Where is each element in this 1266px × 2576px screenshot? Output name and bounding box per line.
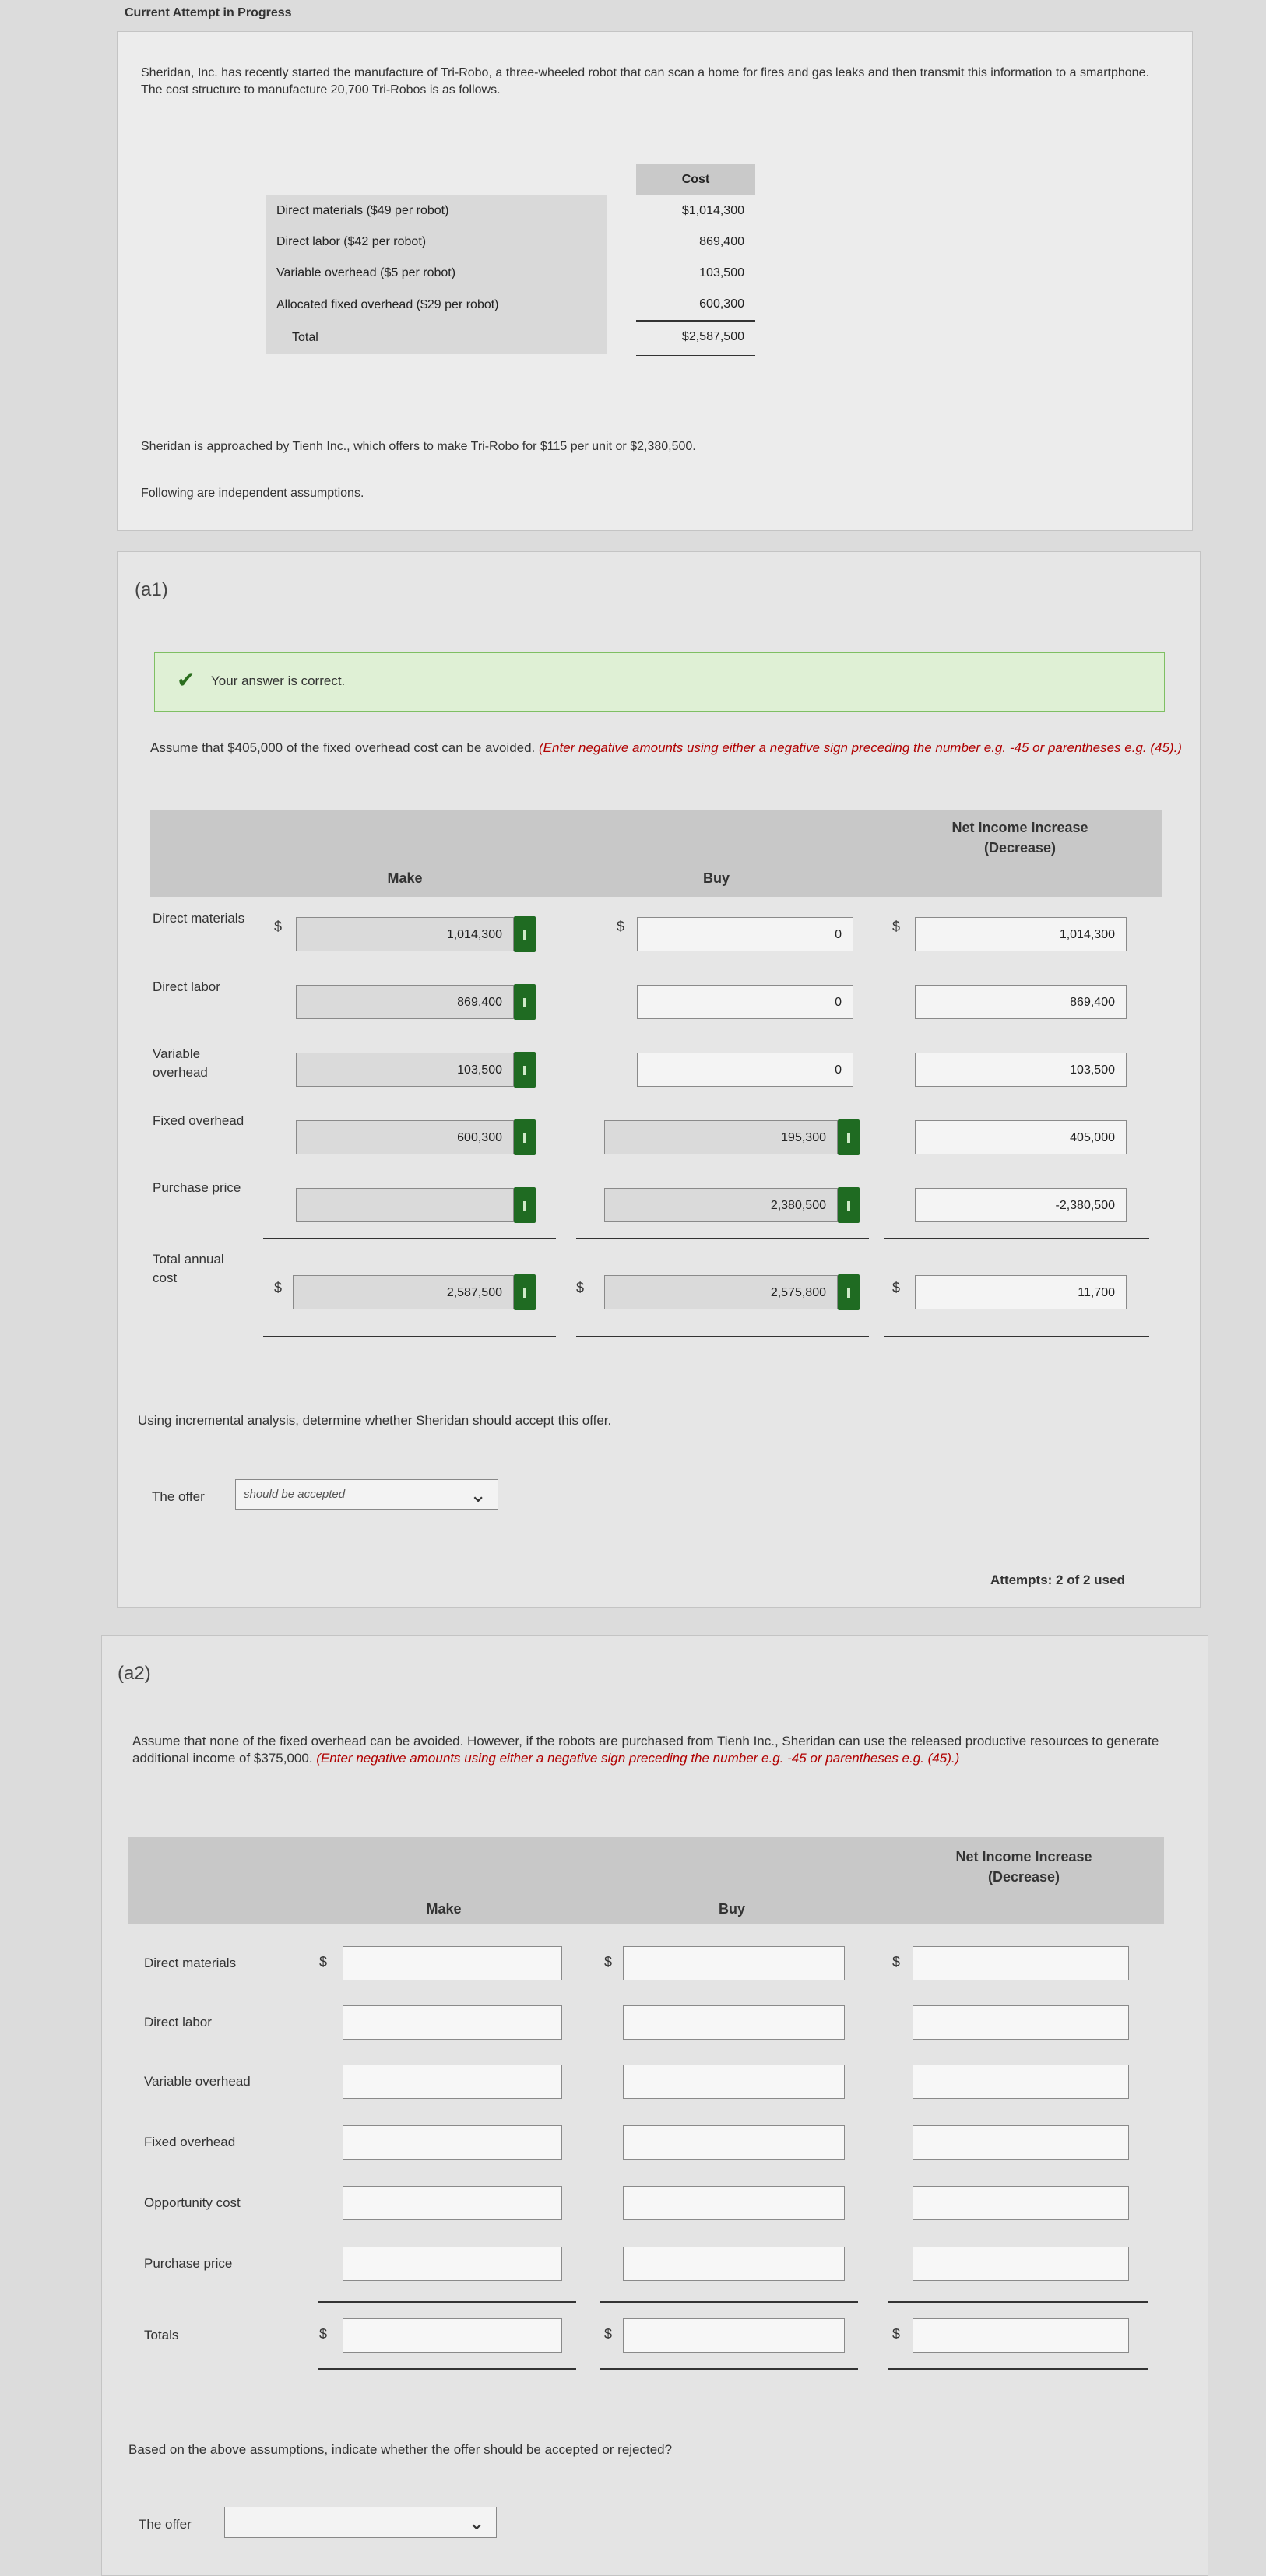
a1-make-direct-labor[interactable]: 869,400 (296, 985, 514, 1019)
a1-net-direct-labor[interactable]: 869,400 (915, 985, 1127, 1019)
a2-net-variable-overhead[interactable] (913, 2065, 1129, 2099)
a1-buy-direct-labor[interactable]: 0 (637, 985, 853, 1019)
a1-make-purchase-price[interactable] (296, 1188, 514, 1222)
cost-row-value: 103,500 (699, 266, 744, 279)
a1-col-buy: Buy (702, 870, 730, 886)
chevron-down-icon: ⌄ (469, 1483, 487, 1506)
a1-net-total[interactable]: 11,700 (915, 1275, 1127, 1309)
a1-instruction-warning: (Enter negative amounts using either a negative sign preceding the number e.g. -45 or parentheses e.g. (45).) (539, 740, 1182, 755)
a2-make-variable-overhead[interactable] (343, 2065, 562, 2099)
a1-buy-purchase-price[interactable]: 2,380,500 (604, 1188, 838, 1222)
a1-make-variable-overhead[interactable]: 103,500 (296, 1053, 514, 1087)
check-indicator-icon (514, 1274, 536, 1310)
a2-make-direct-materials[interactable] (343, 1946, 562, 1980)
checkmark-icon: ✔ (177, 668, 195, 692)
chevron-down-icon: ⌄ (468, 2511, 485, 2534)
currency-symbol: $ (274, 1280, 283, 1295)
a1-net-purchase-price[interactable]: -2,380,500 (915, 1188, 1127, 1222)
part-a1-label: (a1) (135, 579, 168, 600)
cost-structure-table (266, 164, 755, 356)
a1-question: Using incremental analysis, determine whether Sheridan should accept this offer. (138, 1413, 612, 1428)
problem-statement-panel (117, 31, 1193, 531)
a2-make-purchase-price[interactable] (343, 2247, 562, 2281)
a1-make-direct-materials[interactable]: 1,014,300 (296, 917, 514, 951)
currency-symbol: $ (617, 919, 625, 934)
a1-buy-variable-overhead[interactable]: 0 (637, 1053, 853, 1087)
check-indicator-icon (838, 1119, 860, 1155)
table-row (266, 289, 755, 321)
a2-make-fixed-overhead[interactable] (343, 2125, 562, 2160)
a2-net-direct-materials[interactable] (913, 1946, 1129, 1980)
divider (888, 2301, 1148, 2303)
a2-buy-fixed-overhead[interactable] (623, 2125, 845, 2160)
a2-instruction-text: Assume that none of the fixed overhead can be avoided. However, if the robots are purchased from Tienh Inc., Sheridan can use the released productive resources to generate additional income of $375,000. (132, 1734, 1159, 1766)
currency-symbol: $ (892, 1954, 901, 1970)
check-indicator-icon (838, 1187, 860, 1223)
cost-row-label: Allocated fixed overhead ($29 per robot) (266, 289, 607, 321)
divider (576, 1238, 869, 1239)
a1-row-label: Direct labor (153, 979, 220, 994)
a2-buy-direct-materials[interactable] (623, 1946, 845, 1980)
currency-symbol: $ (604, 1954, 613, 1970)
a2-row-label: Totals (144, 2328, 179, 2342)
a2-question: Based on the above assumptions, indicate whether the offer should be accepted or rejected? (128, 2442, 673, 2457)
a2-row-label: Opportunity cost (144, 2195, 241, 2210)
a1-row-label: Purchase price (153, 1180, 241, 1195)
a2-col-net: Net Income Increase (Decrease) (955, 1849, 1092, 1885)
currency-symbol: $ (319, 2326, 328, 2342)
a1-row-label: Total annual cost (153, 1252, 224, 1285)
divider (884, 1238, 1149, 1239)
a1-net-direct-materials[interactable]: 1,014,300 (915, 917, 1127, 951)
a2-offer-select[interactable] (224, 2507, 497, 2538)
a1-offer-select[interactable] (235, 1479, 498, 1510)
check-indicator-icon (514, 1187, 536, 1223)
a1-col-make: Make (387, 870, 423, 886)
table-row (266, 195, 755, 227)
a1-buy-direct-materials[interactable]: 0 (637, 917, 853, 951)
divider (318, 2301, 576, 2303)
a2-net-direct-labor[interactable] (913, 2005, 1129, 2040)
a2-make-direct-labor[interactable] (343, 2005, 562, 2040)
check-indicator-icon (838, 1274, 860, 1310)
a2-buy-variable-overhead[interactable] (623, 2065, 845, 2099)
a2-buy-opportunity-cost[interactable] (623, 2186, 845, 2220)
divider (600, 2301, 858, 2303)
problem-paragraph: Sheridan, Inc. has recently started the manufacture of Tri-Robo, a three-wheeled robot that can scan a home for fires and gas leaks and then transmit this information to a smartphone. The cost structure to manufacture 20,700 Tri-Robos is as follows. (141, 66, 1149, 97)
a2-net-fixed-overhead[interactable] (913, 2125, 1129, 2160)
cost-row-label: Direct materials ($49 per robot) (266, 195, 607, 227)
a1-offer-label: The offer (152, 1489, 205, 1504)
currency-symbol: $ (274, 919, 283, 934)
a1-buy-fixed-overhead[interactable]: 195,300 (604, 1120, 838, 1154)
a2-col-make: Make (426, 1901, 462, 1917)
table-row (266, 227, 755, 258)
attempts-counter: Attempts: 2 of 2 used (990, 1573, 1125, 1587)
a2-row-label: Fixed overhead (144, 2135, 236, 2149)
a2-net-purchase-price[interactable] (913, 2247, 1129, 2281)
a1-offer-select-value: should be accepted (244, 1488, 346, 1501)
a2-make-total[interactable] (343, 2318, 562, 2353)
offer-text: Sheridan is approached by Tienh Inc., which offers to make Tri-Robo for $115 per unit or $2,380,500. (141, 440, 696, 453)
a2-net-total[interactable] (913, 2318, 1129, 2353)
correct-answer-banner (154, 652, 1165, 712)
currency-symbol: $ (604, 2326, 613, 2342)
a2-row-label: Direct materials (144, 1956, 237, 1970)
divider (576, 1336, 869, 1337)
currency-symbol: $ (576, 1280, 585, 1295)
a1-make-total[interactable]: 2,587,500 (293, 1275, 514, 1309)
a2-offer-label: The offer (139, 2517, 192, 2532)
divider (888, 2368, 1148, 2370)
check-indicator-icon (514, 984, 536, 1020)
currency-symbol: $ (892, 1280, 901, 1295)
currency-symbol: $ (892, 2326, 901, 2342)
a1-col-net: Net Income Increase (Decrease) (951, 820, 1088, 856)
a2-net-opportunity-cost[interactable] (913, 2186, 1129, 2220)
cost-row-label: Variable overhead ($5 per robot) (266, 258, 607, 289)
a2-instruction (132, 1733, 1168, 1767)
table-row-total (266, 321, 755, 354)
check-indicator-icon (514, 1119, 536, 1155)
divider (263, 1336, 556, 1337)
table-row (266, 258, 755, 289)
divider (318, 2368, 576, 2370)
part-a2-label: (a2) (118, 1663, 151, 1684)
a2-make-opportunity-cost[interactable] (343, 2186, 562, 2220)
cost-total-label: Total (266, 321, 607, 354)
a2-row-label: Purchase price (144, 2256, 233, 2271)
cost-row-label: Direct labor ($42 per robot) (266, 227, 607, 258)
part-a2-panel (101, 1635, 1208, 2576)
assumptions-text: Following are independent assumptions. (141, 487, 364, 500)
a2-buy-direct-labor[interactable] (623, 2005, 845, 2040)
check-indicator-icon (514, 916, 536, 952)
a1-row-label: Fixed overhead (153, 1113, 244, 1128)
a1-row-label: Direct materials (153, 911, 245, 926)
a2-instruction-warning: (Enter negative amounts using either a negative sign preceding the number e.g. -45 or parentheses e.g. (45).) (316, 1751, 960, 1766)
a1-buy-total[interactable]: 2,575,800 (604, 1275, 838, 1309)
cost-row-value: $1,014,300 (681, 204, 744, 217)
a2-buy-total[interactable] (623, 2318, 845, 2353)
a2-row-label: Direct labor (144, 2015, 212, 2030)
divider (600, 2368, 858, 2370)
a2-buy-purchase-price[interactable] (623, 2247, 845, 2281)
divider (884, 1336, 1149, 1337)
a1-make-fixed-overhead[interactable]: 600,300 (296, 1120, 514, 1154)
a1-net-fixed-overhead[interactable]: 405,000 (915, 1120, 1127, 1154)
cost-row-value: 600,300 (699, 297, 744, 311)
cost-column-header: Cost (636, 164, 755, 195)
a2-col-buy: Buy (718, 1901, 745, 1917)
a1-row-label: Variable overhead (153, 1046, 208, 1080)
cost-total-value: $2,587,500 (636, 321, 755, 354)
a2-row-label: Variable overhead (144, 2074, 251, 2089)
check-indicator-icon (514, 1052, 536, 1088)
currency-symbol: $ (319, 1954, 328, 1970)
divider (263, 1238, 556, 1239)
currency-symbol: $ (892, 919, 901, 934)
page-header: Current Attempt in Progress (125, 6, 292, 19)
correct-answer-message: Your answer is correct. (211, 673, 346, 688)
cost-row-value: 869,400 (699, 235, 744, 248)
a1-instruction-text: Assume that $405,000 of the fixed overhead cost can be avoided. (150, 740, 536, 755)
a1-instruction (150, 740, 1194, 757)
a1-net-variable-overhead[interactable]: 103,500 (915, 1053, 1127, 1087)
